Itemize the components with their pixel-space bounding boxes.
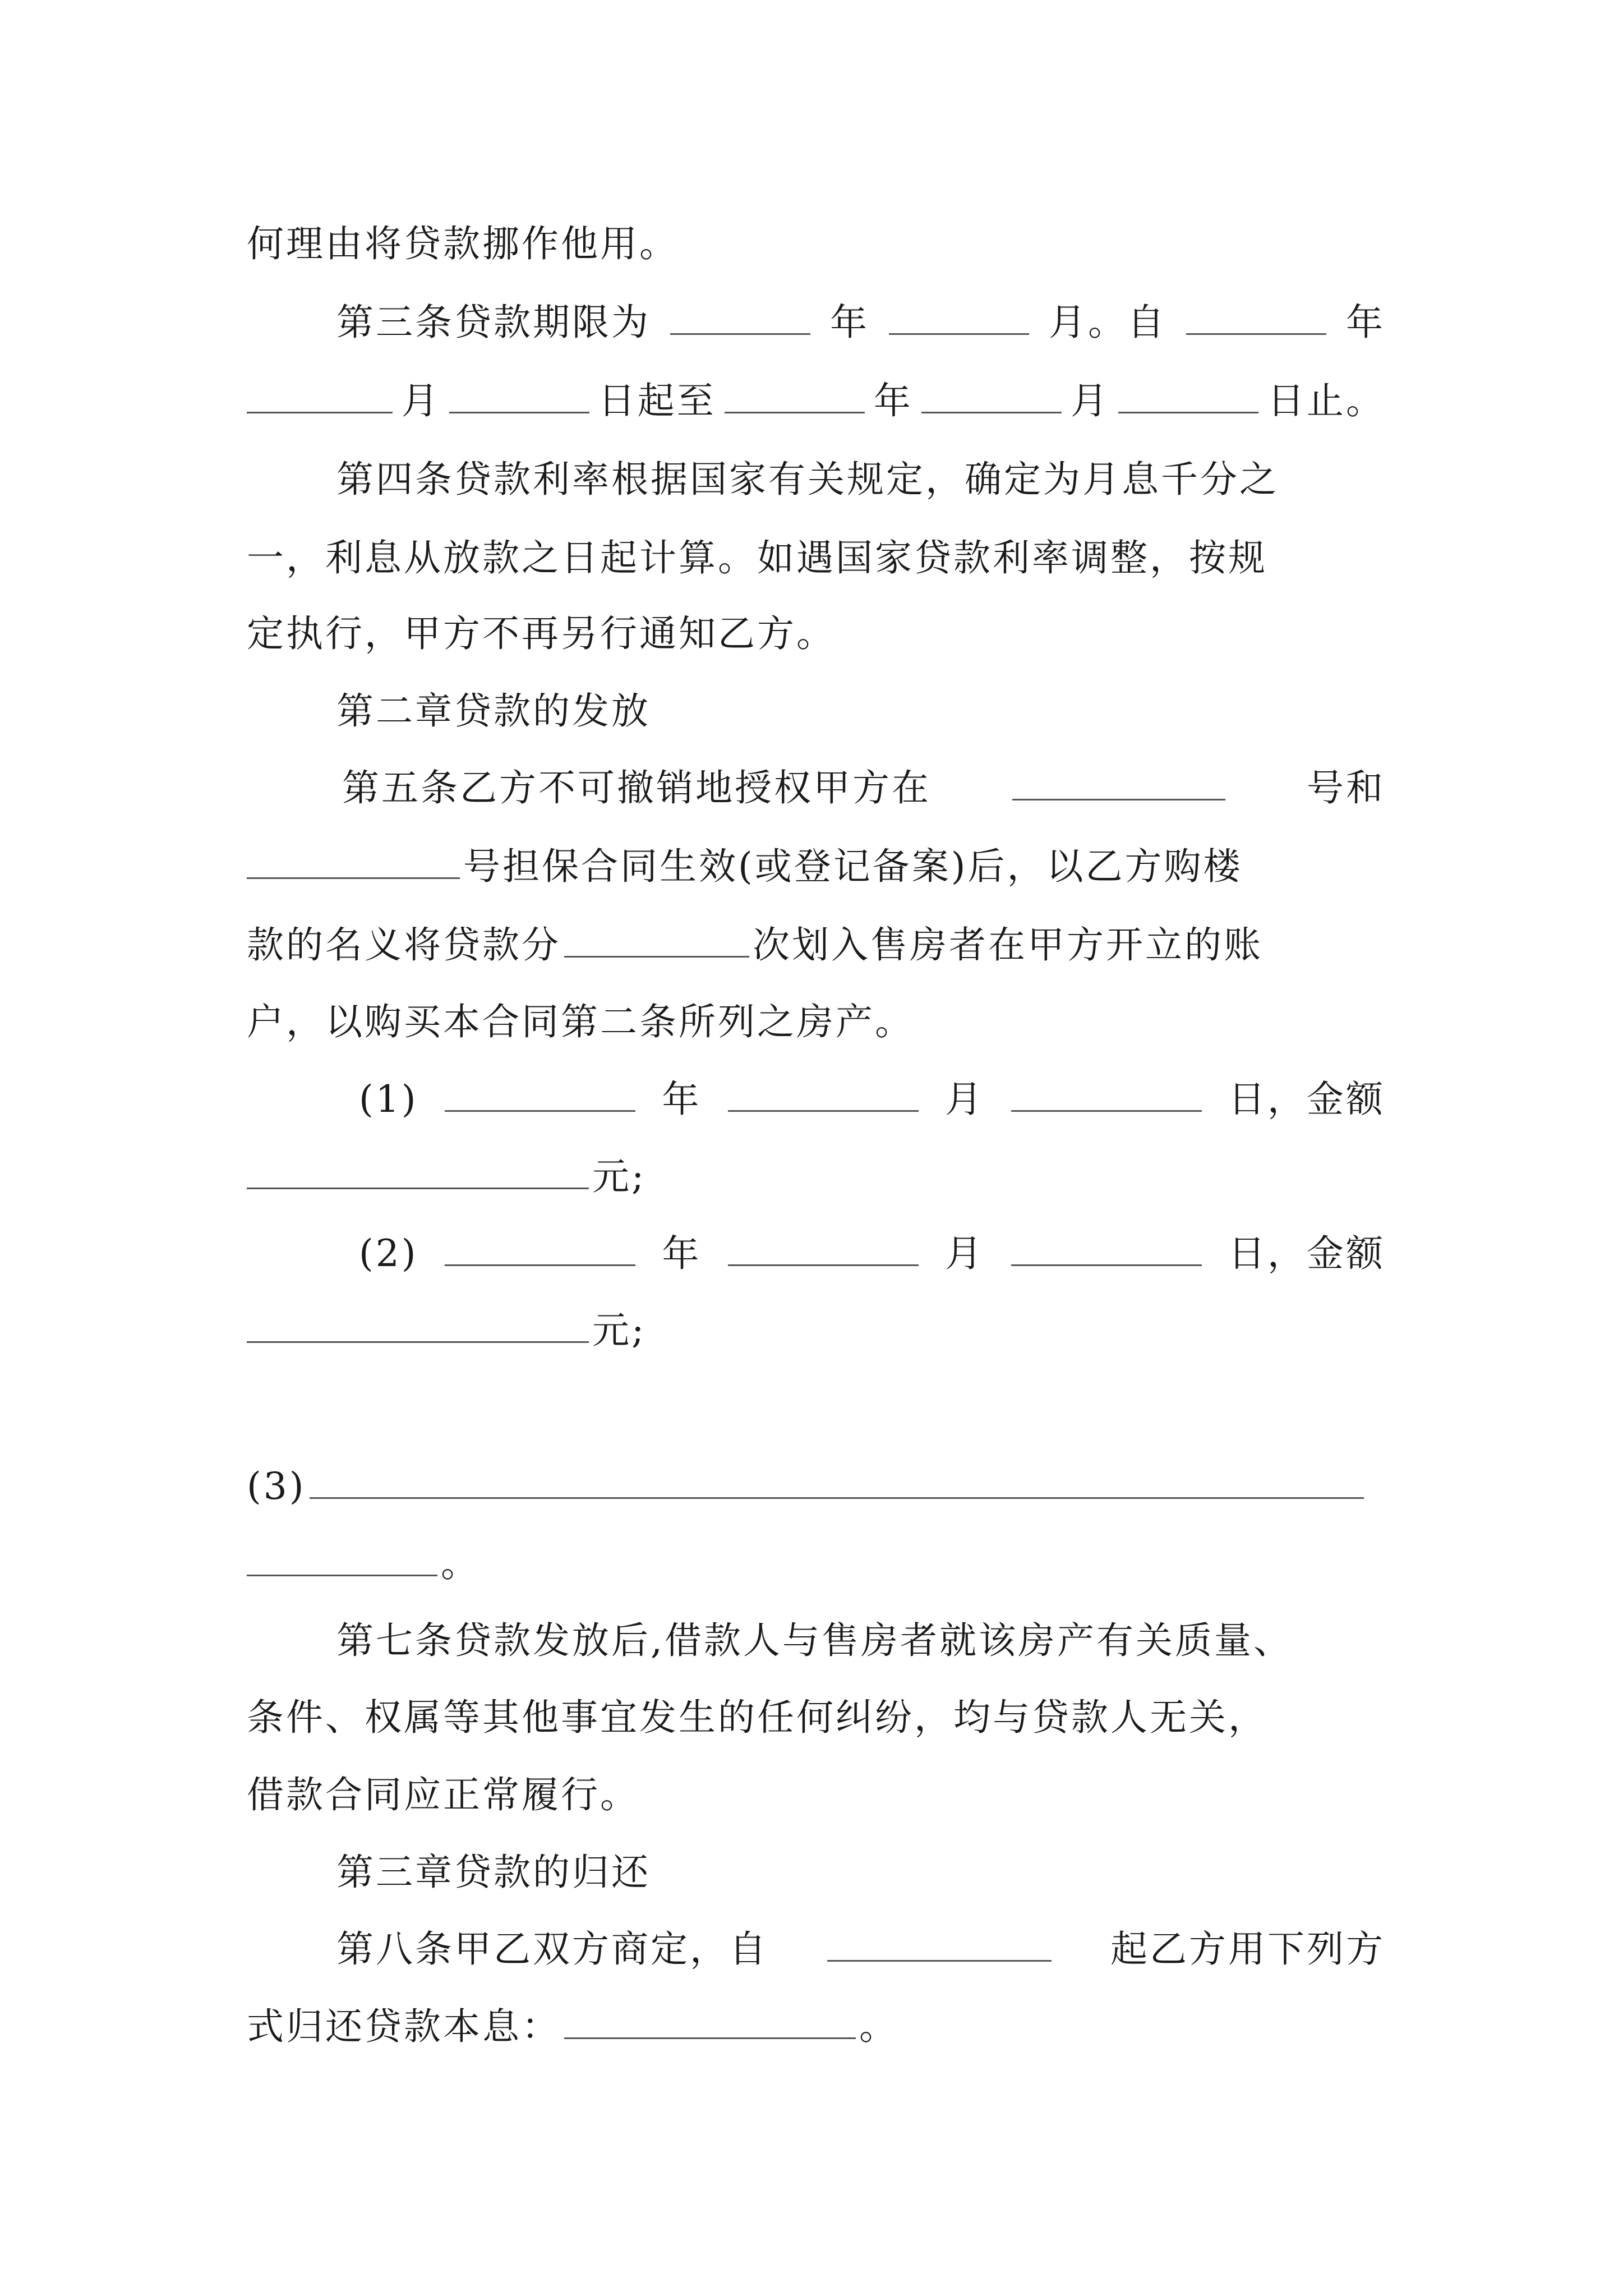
article-3-text: 第三条贷款期限为 <box>336 301 651 344</box>
blank-field <box>247 1155 589 1189</box>
text-fragment: 次划入售房者在甲方开立的账 <box>753 923 1263 967</box>
text-fragment: 号和 <box>1307 766 1385 809</box>
item-number: (1) <box>359 1078 418 1121</box>
blank-field <box>247 1542 437 1576</box>
blank-field <box>247 1309 589 1343</box>
article-3-line-2 <box>247 373 1385 429</box>
article-7-line-3 <box>247 1767 1385 1823</box>
text-fragment: 日，金额 <box>1228 1232 1385 1275</box>
installment-2-line-2 <box>247 1303 1385 1359</box>
text-line: 借款合同应正常履行。 <box>247 1773 639 1816</box>
text-fragment: 。 <box>441 1542 480 1585</box>
text-line: 何理由将贷款挪作他用。 <box>247 222 679 265</box>
blank-field <box>921 379 1062 413</box>
chapter-title: 第二章贷款的发放 <box>336 689 651 733</box>
paragraph-line <box>247 216 1385 272</box>
blank-field <box>1118 379 1258 413</box>
text-line: 条件、权属等其他事宜发生的任何纠纷，均与贷款人无关， <box>247 1696 1267 1739</box>
article-7-line-2 <box>247 1690 1385 1746</box>
blank-field <box>449 379 589 413</box>
text-line: 一，利息从放款之日起计算。如遇国家贷款利率调整，按规 <box>247 536 1267 579</box>
blank-field <box>564 2005 856 2039</box>
text-fragment: 年 <box>662 1078 702 1121</box>
text-fragment: 月。自 <box>1049 301 1166 344</box>
text-fragment: 元; <box>592 1155 647 1198</box>
blank-field <box>827 1927 1052 1962</box>
blank-field <box>728 1232 919 1266</box>
article-5-line-4 <box>247 994 1385 1050</box>
blank-field <box>1186 301 1326 335</box>
article-8-line-1 <box>336 1921 1385 1977</box>
item-number: (3) <box>247 1465 306 1508</box>
article-7-line-1 <box>336 1613 1385 1669</box>
text-line: 户，以购买本合同第二条所列之房产。 <box>247 1000 914 1043</box>
blank-field <box>1011 1232 1202 1266</box>
blank-field <box>889 301 1029 335</box>
text-fragment: 月 <box>401 379 441 422</box>
installment-3-line-1 <box>247 1458 1385 1515</box>
text-fragment: 日止。 <box>1267 379 1385 422</box>
blank-field <box>728 1078 919 1112</box>
article-5-line-3 <box>247 917 1385 973</box>
blank-field <box>445 1078 635 1112</box>
blank-field <box>247 379 393 413</box>
installment-3-line-2 <box>247 1536 1385 1592</box>
blank-field <box>564 923 749 958</box>
chapter-title: 第三章贷款的归还 <box>336 1851 651 1894</box>
text-fragment: 日起至 <box>598 379 716 422</box>
text-fragment: 年 <box>662 1232 702 1275</box>
text-fragment: 月 <box>945 1078 985 1121</box>
blank-field <box>1011 1078 1202 1112</box>
text-fragment: 年 <box>1346 301 1385 344</box>
article-5-line-1 <box>342 760 1385 816</box>
item-number: (2) <box>359 1232 418 1275</box>
text-fragment: 款的名义将贷款分 <box>247 923 561 967</box>
text-fragment: 。 <box>859 2005 898 2048</box>
installment-1-line-2 <box>247 1149 1385 1205</box>
article-3-line-1 <box>336 295 1385 351</box>
blank-field <box>1012 766 1225 800</box>
text-fragment: 年 <box>873 379 913 422</box>
text-line: 第四条贷款利率根据国家有关规定，确定为月息千分之 <box>336 458 1279 501</box>
blank-field <box>725 379 865 413</box>
text-fragment: 日，金额 <box>1228 1078 1385 1121</box>
chapter-2-heading <box>336 683 1385 739</box>
text-fragment: 元; <box>592 1309 647 1352</box>
text-line: 定执行，甲方不再另行通知乙方。 <box>247 612 836 655</box>
blank-field <box>670 301 810 335</box>
text-fragment: 年 <box>830 301 869 344</box>
blank-field <box>445 1232 635 1266</box>
blank-field <box>247 845 460 879</box>
chapter-3-heading <box>336 1844 1385 1901</box>
installment-2-line-1 <box>359 1226 1385 1282</box>
article-4-line-3 <box>247 606 1385 662</box>
article-8-line-2 <box>247 1999 1385 2055</box>
text-fragment: 号担保合同生效(或登记备案)后，以乙方购楼 <box>463 845 1243 888</box>
article-4-line-1 <box>336 452 1385 508</box>
text-fragment: 月 <box>1070 379 1110 422</box>
article-4-line-2 <box>247 530 1385 586</box>
blank-field <box>310 1465 1364 1499</box>
text-fragment: 起乙方用下列方 <box>1110 1927 1385 1971</box>
text-fragment: 式归还贷款本息： <box>247 2005 561 2048</box>
article-5-line-2 <box>247 839 1385 895</box>
text-fragment: 第五条乙方不可撤销地授权甲方在 <box>342 766 931 809</box>
text-line: 第七条贷款发放后,借款人与售房者就该房产有关质量、 <box>336 1619 1293 1662</box>
text-fragment: 月 <box>945 1232 985 1275</box>
text-fragment: 第八条甲乙双方商定，自 <box>336 1927 768 1971</box>
installment-1-line-1 <box>359 1071 1385 1128</box>
